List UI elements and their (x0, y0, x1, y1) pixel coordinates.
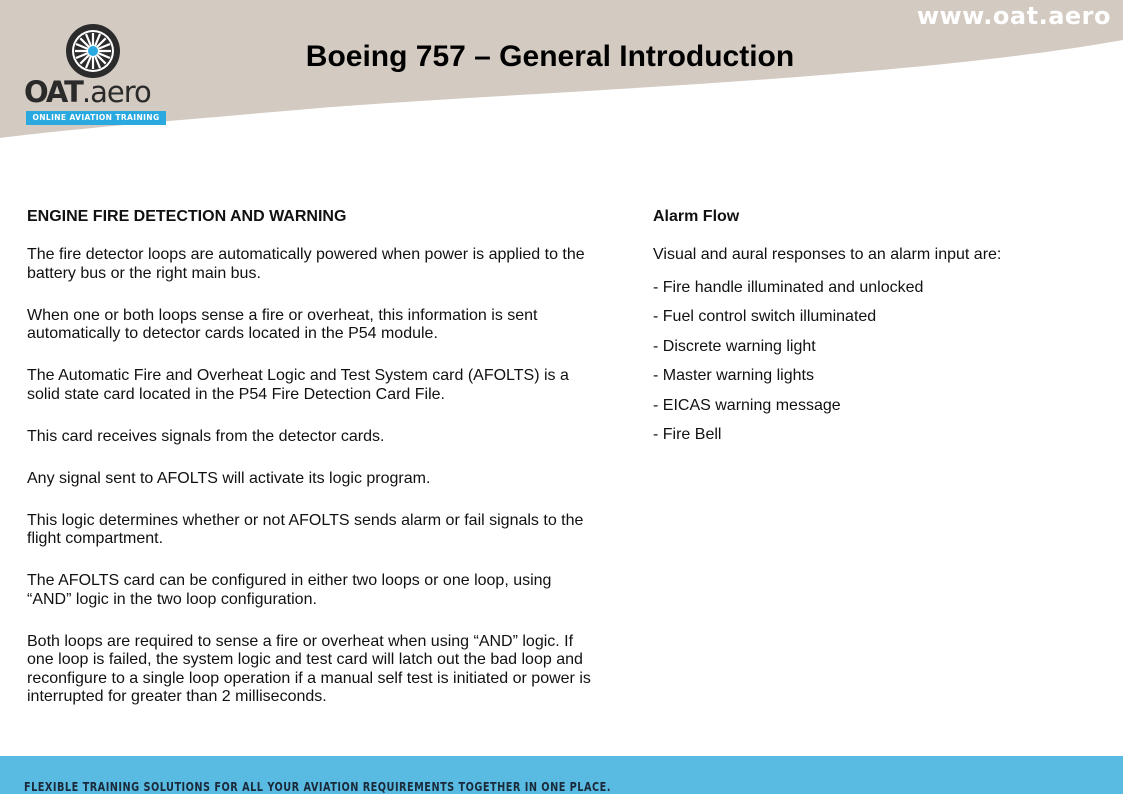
logo-brand-bold: OAT (24, 75, 82, 109)
website-url[interactable]: www.oat.aero (916, 2, 1111, 30)
paragraph: When one or both loops sense a fire or overheat, this information is sent automatically to detector cards located in the P54 module. (27, 306, 538, 342)
section-heading-engine-fire: ENGINE FIRE DETECTION AND WARNING (27, 208, 347, 225)
list-item: - Fire Bell (653, 426, 722, 443)
paragraph: Both loops are required to sense a fire or overheat when using “AND” logic. If one loop is failed, the system logic and test card will latch out the bad loop and reconfigure to a single loop operation if a manual self test is initiated or power is interrupted for greater than 2 milliseconds. (27, 632, 591, 705)
alarm-intro: Visual and aural responses to an alarm input are: (653, 246, 1002, 263)
footer-slogan: FLEXIBLE TRAINING SOLUTIONS FOR ALL YOUR AVIATION REQUIREMENTS TOGETHER IN ONE PLACE. (24, 779, 611, 794)
paragraph: The AFOLTS card can be configured in either two loops or one loop, using “AND” logic in the two loop configuration. (27, 572, 552, 608)
logo-brand-suffix: .aero (81, 75, 151, 109)
paragraph: This logic determines whether or not AFOLTS sends alarm or fail signals to the flight compartment. (27, 511, 584, 547)
paragraph: Any signal sent to AFOLTS will activate its logic program. (27, 469, 431, 487)
section-heading-alarm-flow: Alarm Flow (653, 208, 740, 225)
alarm-response-list (653, 279, 1093, 445)
right-column (653, 208, 1093, 456)
list-item: - Fuel control switch illuminated (653, 308, 877, 325)
list-item: - Master warning lights (653, 367, 814, 384)
paragraph: This card receives signals from the detector cards. (27, 427, 385, 445)
footer-band (0, 756, 1123, 794)
paragraph: The Automatic Fire and Overheat Logic and Test System card (AFOLTS) is a solid state card located in the P54 Fire Detection Card File. (27, 367, 569, 403)
list-item: - EICAS warning message (653, 396, 841, 414)
page-title: Boeing 757 – General Introduction (305, 40, 795, 73)
list-item: - Discrete warning light (653, 337, 816, 355)
left-column (27, 208, 617, 730)
list-item: - Fire handle illuminated and unlocked (653, 278, 924, 296)
logo-wordmark (24, 75, 151, 109)
paragraph: The fire detector loops are automatically powered when power is applied to the battery bus or the right main bus. (27, 246, 585, 282)
logo-tagline: ONLINE AVIATION TRAINING (26, 111, 166, 125)
